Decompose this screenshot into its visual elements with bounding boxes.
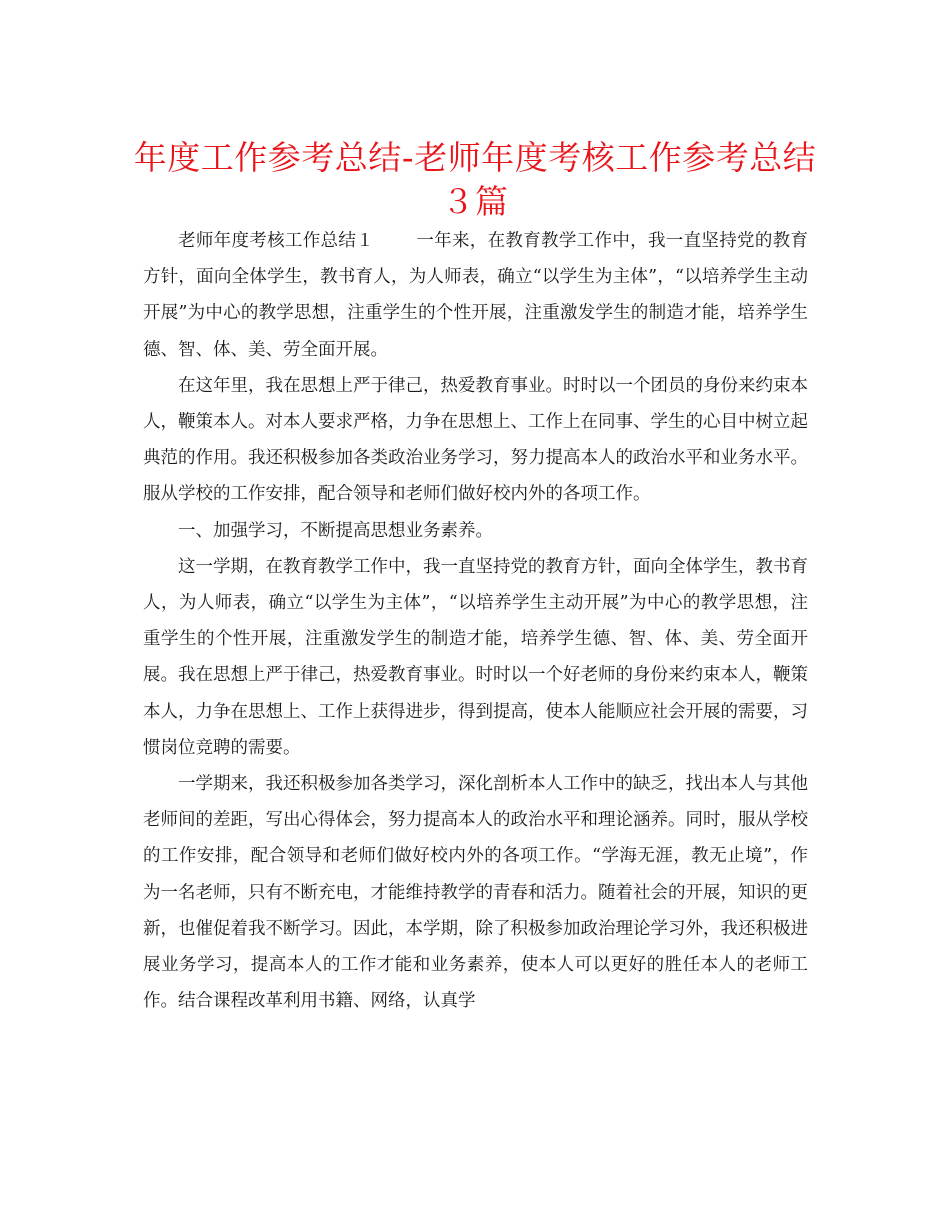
paragraph-1 (143, 223, 808, 368)
paragraph-4: 一学期来，我还积极参加各类学习，深化剖析本人工作中的缺乏，找出本人与其他老师间的差距，写出心得体会，努力提高本人的政治水平和理论涵养。同时，服从学校的工作安排，配合领导和老师们做好校内外的各项工作。“学海无涯，教无止境”，作为一名老师，只有不断充电，才能维持教学的青春和活力。随着社会的开展，知识的更新，也催促着我不断学习。因此，本学期，除了积极参加政治理论学习外，我还积极进展业务学习，提高本人的工作才能和业务素养，使本人可以更好的胜任本人的老师工作。结合课程改革利用书籍、网络，认真学 (143, 774, 808, 1012)
section-heading-1: 一、加强学习，不断提高思想业务素养。 (178, 520, 493, 541)
paragraph-1-lead: 老师年度考核工作总结１ (178, 231, 374, 251)
document-body (143, 223, 808, 1019)
document-title: 年度工作参考总结-老师年度考核工作参考总结３篇 (133, 138, 817, 221)
paragraph-2: 在这年里，我在思想上严于律己，热爱教育事业。时时以一个团员的身份来约束本人，鞭策本人。对本人要求严格，力争在思想上、工作上在同事、学生的心目中树立起典范的作用。我还积极参加各类政治业务学习，努力提高本人的政治水平和业务水平。服从学校的工作安排，配合领导和老师们做好校内外的各项工作。 (143, 375, 808, 505)
paragraph-3: 这一学期，在教育教学工作中，我一直坚持党的教育方针，面向全体学生，教书育人，为人师表，确立“以学生为主体”，“以培养学生主动开展”为中心的教学思想，注重学生的个性开展，注重激发学生的制造才能，培养学生德、智、体、美、劳全面开展。我在思想上严于律己，热爱教育事业。时时以一个好老师的身份来约束本人，鞭策本人，力争在思想上、工作上获得进步，得到提高，使本人能顺应社会开展的需要，习惯岗位竞聘的需要。 (143, 556, 808, 758)
paragraph-1-text: 一年来，在教育教学工作中，我一直坚持党的教育方针，面向全体学生，教书育人，为人师表，确立“以学生为主体”，“以培养学生主动开展”为中心的教学思想，注重学生的个性开展，注重激发学生的制造才能，培养学生德、智、体、美、劳全面开展。 (143, 231, 808, 360)
